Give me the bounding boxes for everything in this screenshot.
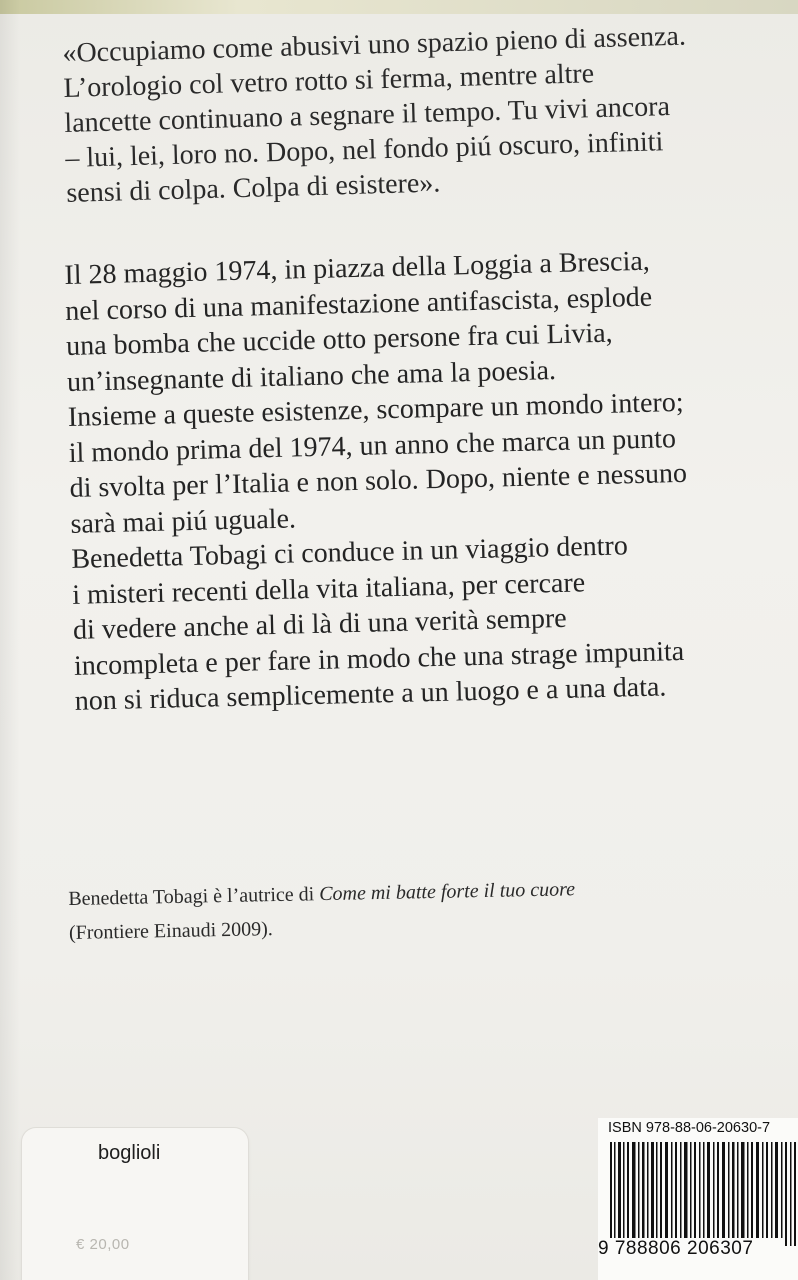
synopsis-line: un’insegnante di italiano che ama la poesia. <box>66 354 557 398</box>
synopsis-line: i misteri recenti della vita italiana, per cercare <box>71 566 586 611</box>
synopsis-line: non si riduca semplicemente a un luogo e a una data. <box>74 671 667 717</box>
synopsis-line: nel corso di una manifestazione antifascista, esplode <box>64 281 653 327</box>
synopsis-line: Benedetta Tobagi ci conduce in un viaggio dentro <box>70 530 629 575</box>
barcode-digits: 9 788806 206307 <box>598 1238 754 1259</box>
synopsis-line: sarà mai piú uguale. <box>70 502 297 540</box>
quote-line: sensi di colpa. Colpa di esistere». <box>65 167 441 209</box>
opening-quote <box>62 16 767 210</box>
price-label: € 20,00 <box>76 1236 130 1253</box>
synopsis-line: incompleta e per fare in modo che una strage impunita <box>73 635 685 682</box>
spine-shadow <box>0 0 20 1280</box>
bookstore-name: boglioli <box>98 1142 161 1164</box>
synopsis-line: Insieme a queste esistenze, scompare un mondo intero; <box>67 386 684 433</box>
synopsis-line: di vedere anche al di là di una verità sempre <box>72 602 568 646</box>
quote-line: – lui, lei, loro no. Dopo, nel fondo piú oscuro, infiniti <box>64 126 664 174</box>
isbn-label: ISBN 978-88-06-20630-7 <box>608 1120 771 1136</box>
synopsis-text <box>64 240 795 719</box>
barcode-icon <box>610 1142 798 1246</box>
price-sticker <box>22 1128 248 1280</box>
previous-book-title: Come mi batte forte il tuo cuore <box>318 878 576 906</box>
quote-line: «Occupiamo come abusivi uno spazio pieno di assenza. <box>62 20 687 69</box>
barcode-area <box>598 1118 798 1280</box>
synopsis-line: Il 28 maggio 1974, in piazza della Loggia a Brescia, <box>64 245 651 291</box>
quote-line: L’orologio col vetro rotto si ferma, mentre altre <box>63 58 595 104</box>
author-note <box>68 869 769 950</box>
synopsis-line: una bomba che uccide otto persone fra cui Livia, <box>65 317 613 362</box>
top-edge-strip <box>0 0 798 14</box>
synopsis-line: il mondo prima del 1974, un anno che marca un punto <box>68 422 677 469</box>
author-note-prefix: Benedetta Tobagi è l’autrice di <box>68 883 320 910</box>
quote-line: lancette continuano a segnare il tempo. Tu vivi ancora <box>64 91 671 139</box>
author-note-publisher: (Frontiere Einaudi 2009). <box>68 918 273 944</box>
synopsis-line: di svolta per l’Italia e non solo. Dopo, niente e nessuno <box>69 457 688 504</box>
